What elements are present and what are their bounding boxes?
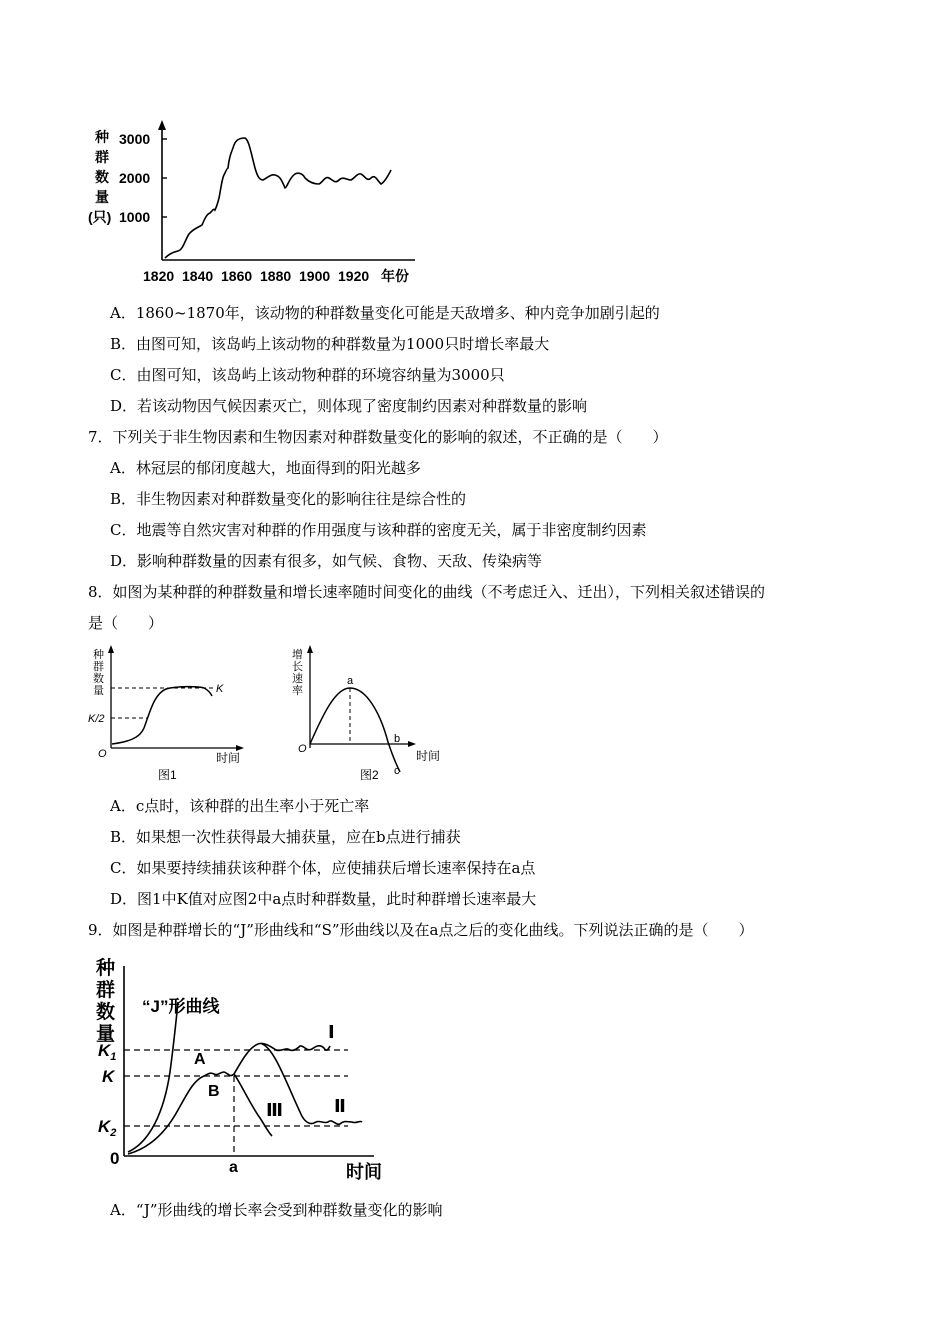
y-title-char: 种 — [96, 958, 116, 979]
j-curve — [128, 1002, 178, 1152]
x-axis-label: 时间 — [216, 751, 241, 765]
population-curve — [165, 138, 391, 258]
q8-figure-1 — [88, 642, 258, 787]
y-title-char: 量 — [93, 685, 104, 697]
q8-option-b[interactable]: B．如果想一次性获得最大捕获量，应在b点进行捕获 — [110, 828, 461, 846]
population-history-figure — [85, 118, 445, 293]
point-a-label: A — [194, 1051, 206, 1068]
q8-option-c[interactable]: C．如果要持续捕获该种群个体，应使捕获后增长速率保持在a点 — [110, 859, 536, 877]
q8-option-a[interactable]: A．c点时，该种群的出生率小于死亡率 — [110, 797, 370, 815]
x-axis-label: 时间 — [416, 749, 441, 763]
k-label: K — [102, 1067, 115, 1086]
a-tick-label: a — [229, 1159, 238, 1176]
q7-stem: 7．下列关于非生物因素和生物因素对种群数量变化的影响的叙述，不正确的是（ ） — [88, 428, 668, 446]
q8-stem-line1: 8．如图为某种群的种群数量和增长速率随时间变化的曲线（不考虑迁入、迁出），下列相关叙述错误的 — [88, 583, 766, 601]
point-b-label: B — [208, 1083, 220, 1100]
y-title-char: 群 — [93, 661, 104, 673]
x-axis-label: 时间 — [346, 1162, 382, 1182]
q8-stem-line2: 是（ ） — [88, 614, 164, 632]
j-curve-label: “J”形曲线 — [142, 997, 220, 1016]
q9-option-a[interactable]: A．“J”形曲线的增长率会受到种群数量变化的影响 — [110, 1201, 443, 1219]
origin-label: 0 — [110, 1149, 120, 1168]
x-tick-label: 1900 — [299, 268, 331, 284]
origin-label: O — [98, 748, 107, 760]
y-title-char: 量 — [96, 1024, 116, 1045]
y-title-char: 群 — [96, 980, 116, 1001]
y-title-char: 种 — [93, 649, 104, 661]
growth-rate-curve — [310, 688, 400, 772]
y-title-unit: (只) — [88, 209, 112, 225]
y-title-char: 率 — [292, 685, 303, 697]
y-tick-label: 3000 — [119, 131, 151, 147]
x-tick-label: 1820 — [143, 268, 175, 284]
k-half-label: K/2 — [88, 713, 105, 725]
curve-1-label: Ⅰ — [328, 1022, 335, 1042]
x-tick-label: 1840 — [182, 268, 214, 284]
point-a-label: a — [347, 675, 354, 687]
q6-option-c[interactable]: C．由图可知，该岛屿上该动物种群的环境容纳量为3000只 — [110, 366, 505, 384]
y-title-char: 数 — [93, 673, 104, 685]
q7-option-c[interactable]: C．地震等自然灾害对种群的作用强度与该种群的密度无关，属于非密度制约因素 — [110, 521, 647, 539]
q8-option-d[interactable]: D．图1中K值对应图2中a点时种群数量，此时种群增长速率最大 — [110, 890, 537, 908]
q8-figure-2 — [288, 642, 458, 787]
k1-label: $K_1$ — [98, 1041, 117, 1063]
k-label: K — [216, 683, 224, 695]
x-unit-label: 年份 — [381, 268, 409, 284]
origin-label: O — [298, 743, 307, 755]
q6-option-a[interactable]: A．1860~1870年，该动物的种群数量变化可能是天敌增多、种内竞争加剧引起的 — [110, 304, 660, 322]
curve-3-label: Ⅲ — [266, 1100, 284, 1120]
y-title-char: 数 — [95, 169, 109, 185]
x-tick-label: 1860 — [221, 268, 253, 284]
y-title-char: 群 — [95, 149, 109, 165]
curve-2-label: Ⅱ — [334, 1096, 346, 1116]
q7-option-d[interactable]: D．影响种群数量的因素有很多，如气候、食物、天敌、传染病等 — [110, 552, 543, 570]
curve-1 — [234, 1043, 330, 1074]
x-tick-label: 1880 — [260, 268, 292, 284]
y-title-char: 数 — [96, 1002, 116, 1023]
y-tick-label: 2000 — [119, 170, 151, 186]
y-title-char: 量 — [95, 189, 109, 205]
x-tick-label: 1920 — [338, 268, 370, 284]
point-b-label: b — [394, 733, 401, 745]
k2-label: $K_2$ — [98, 1117, 117, 1139]
q7-option-a[interactable]: A．林冠层的郁闭度越大，地面得到的阳光越多 — [110, 459, 421, 477]
q7-option-b[interactable]: B．非生物因素对种群数量变化的影响往往是综合性的 — [110, 490, 467, 508]
y-title-char: 速 — [292, 673, 303, 685]
y-title-char: 长 — [292, 661, 303, 673]
q9-figure — [90, 952, 400, 1184]
q9-stem: 9．如图是种群增长的“J”形曲线和“S”形曲线以及在a点之后的变化曲线。下列说法正确的是（ ） — [88, 921, 754, 939]
q6-option-d[interactable]: D．若该动物因气候因素灭亡，则体现了密度制约因素对种群数量的影响 — [110, 397, 588, 415]
y-title-char: 增 — [292, 649, 303, 661]
s-curve — [112, 687, 212, 744]
y-tick-label: 1000 — [119, 209, 151, 225]
figure-caption: 图2 — [360, 768, 379, 782]
point-c-label: c — [394, 765, 400, 777]
q6-option-b[interactable]: B．由图可知，该岛屿上该动物的种群数量为1000只时增长率最大 — [110, 335, 550, 353]
y-title-char: 种 — [95, 129, 109, 145]
figure-caption: 图1 — [158, 768, 177, 782]
